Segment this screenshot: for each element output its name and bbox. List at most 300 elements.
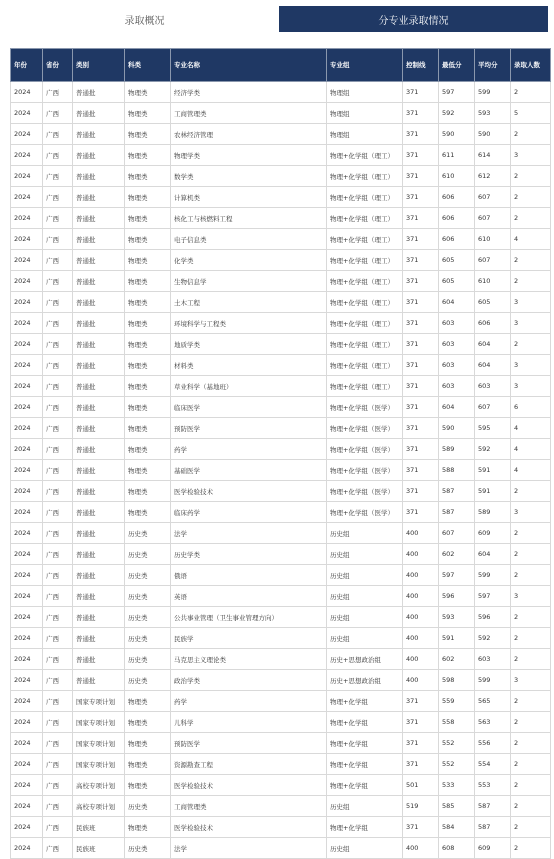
table-row	[11, 439, 551, 460]
cell-control-line: 400	[403, 586, 439, 607]
table-row	[11, 82, 551, 103]
cell-province: 广西	[43, 376, 73, 397]
cell-major-group: 物理+化学组（医学）	[327, 502, 403, 523]
cell-category: 普通批	[73, 376, 125, 397]
cell-province: 广西	[43, 124, 73, 145]
cell-subject-type: 物理类	[125, 145, 171, 166]
cell-subject-type: 物理类	[125, 397, 171, 418]
cell-subject-type: 物理类	[125, 334, 171, 355]
cell-major-name: 政治学类	[171, 670, 327, 691]
cell-admitted-count: 4	[511, 418, 551, 439]
cell-category: 普通批	[73, 628, 125, 649]
cell-province: 广西	[43, 649, 73, 670]
cell-min-score: 588	[439, 460, 475, 481]
table-row	[11, 124, 551, 145]
cell-avg-score: 610	[475, 229, 511, 250]
cell-admitted-count: 2	[511, 838, 551, 859]
cell-province: 广西	[43, 292, 73, 313]
cell-province: 广西	[43, 838, 73, 859]
cell-year: 2024	[11, 439, 43, 460]
cell-min-score: 593	[439, 607, 475, 628]
cell-subject-type: 物理类	[125, 250, 171, 271]
cell-control-line: 371	[403, 229, 439, 250]
cell-control-line: 400	[403, 670, 439, 691]
cell-category: 普通批	[73, 544, 125, 565]
cell-min-score: 603	[439, 313, 475, 334]
cell-avg-score: 589	[475, 502, 511, 523]
cell-min-score: 602	[439, 649, 475, 670]
tab-admission-by-major[interactable]: 分专业录取情况	[279, 6, 548, 32]
cell-avg-score: 604	[475, 544, 511, 565]
cell-category: 普通批	[73, 334, 125, 355]
table-row	[11, 376, 551, 397]
cell-major-name: 数学类	[171, 166, 327, 187]
cell-major-name: 法学	[171, 523, 327, 544]
cell-admitted-count: 2	[511, 607, 551, 628]
table-header-row	[11, 49, 551, 82]
cell-min-score: 587	[439, 481, 475, 502]
cell-major-name: 医学检验技术	[171, 817, 327, 838]
cell-year: 2024	[11, 733, 43, 754]
cell-avg-score: 610	[475, 271, 511, 292]
column-header-control-line: 控制线	[403, 49, 439, 82]
cell-avg-score: 604	[475, 334, 511, 355]
cell-year: 2024	[11, 523, 43, 544]
cell-major-group: 历史组	[327, 838, 403, 859]
table-row	[11, 838, 551, 859]
cell-control-line: 371	[403, 313, 439, 334]
table-row	[11, 523, 551, 544]
cell-min-score: 611	[439, 145, 475, 166]
cell-category: 普通批	[73, 523, 125, 544]
cell-category: 普通批	[73, 124, 125, 145]
cell-category: 高校专项计划	[73, 796, 125, 817]
cell-year: 2024	[11, 292, 43, 313]
cell-province: 广西	[43, 103, 73, 124]
cell-control-line: 400	[403, 565, 439, 586]
cell-major-group: 物理+化学组（理工）	[327, 334, 403, 355]
cell-province: 广西	[43, 481, 73, 502]
cell-admitted-count: 2	[511, 481, 551, 502]
cell-subject-type: 历史类	[125, 649, 171, 670]
cell-avg-score: 554	[475, 754, 511, 775]
table-row	[11, 733, 551, 754]
cell-province: 广西	[43, 397, 73, 418]
cell-admitted-count: 3	[511, 145, 551, 166]
cell-province: 广西	[43, 334, 73, 355]
cell-major-group: 历史组	[327, 565, 403, 586]
cell-min-score: 602	[439, 544, 475, 565]
cell-major-group: 物理+化学组（理工）	[327, 271, 403, 292]
cell-subject-type: 历史类	[125, 796, 171, 817]
cell-major-name: 工商管理类	[171, 103, 327, 124]
cell-year: 2024	[11, 754, 43, 775]
cell-avg-score: 607	[475, 208, 511, 229]
cell-subject-type: 物理类	[125, 460, 171, 481]
column-header-category: 类别	[73, 49, 125, 82]
cell-major-name: 物理学类	[171, 145, 327, 166]
cell-control-line: 400	[403, 628, 439, 649]
cell-major-group: 物理+化学组（理工）	[327, 229, 403, 250]
cell-control-line: 371	[403, 691, 439, 712]
cell-province: 广西	[43, 712, 73, 733]
cell-min-score: 608	[439, 838, 475, 859]
cell-category: 普通批	[73, 355, 125, 376]
cell-major-name: 经济学类	[171, 82, 327, 103]
cell-province: 广西	[43, 229, 73, 250]
cell-control-line: 371	[403, 460, 439, 481]
cell-category: 普通批	[73, 439, 125, 460]
cell-major-group: 物理+化学组（理工）	[327, 376, 403, 397]
cell-category: 国家专项计划	[73, 691, 125, 712]
cell-avg-score: 607	[475, 250, 511, 271]
cell-subject-type: 历史类	[125, 586, 171, 607]
cell-year: 2024	[11, 481, 43, 502]
cell-admitted-count: 2	[511, 691, 551, 712]
cell-major-group: 物理+化学组	[327, 775, 403, 796]
table-row	[11, 670, 551, 691]
cell-admitted-count: 2	[511, 565, 551, 586]
cell-control-line: 371	[403, 418, 439, 439]
cell-major-name: 环境科学与工程类	[171, 313, 327, 334]
cell-admitted-count: 3	[511, 313, 551, 334]
table-row	[11, 355, 551, 376]
cell-year: 2024	[11, 817, 43, 838]
cell-year: 2024	[11, 103, 43, 124]
cell-min-score: 603	[439, 334, 475, 355]
cell-subject-type: 历史类	[125, 838, 171, 859]
cell-year: 2024	[11, 649, 43, 670]
cell-province: 广西	[43, 145, 73, 166]
cell-admitted-count: 2	[511, 817, 551, 838]
cell-subject-type: 物理类	[125, 418, 171, 439]
cell-subject-type: 物理类	[125, 439, 171, 460]
cell-province: 广西	[43, 775, 73, 796]
cell-min-score: 607	[439, 523, 475, 544]
cell-province: 广西	[43, 250, 73, 271]
column-header-admitted-count: 录取人数	[511, 49, 551, 82]
cell-major-group: 历史组	[327, 586, 403, 607]
cell-subject-type: 物理类	[125, 817, 171, 838]
cell-major-group: 物理+化学组（理工）	[327, 145, 403, 166]
cell-subject-type: 物理类	[125, 712, 171, 733]
cell-major-name: 俄语	[171, 565, 327, 586]
cell-year: 2024	[11, 334, 43, 355]
cell-year: 2024	[11, 145, 43, 166]
cell-admitted-count: 3	[511, 376, 551, 397]
cell-avg-score: 614	[475, 145, 511, 166]
cell-min-score: 590	[439, 124, 475, 145]
cell-year: 2024	[11, 418, 43, 439]
cell-avg-score: 599	[475, 565, 511, 586]
cell-category: 国家专项计划	[73, 754, 125, 775]
cell-avg-score: 606	[475, 313, 511, 334]
cell-avg-score: 592	[475, 628, 511, 649]
cell-province: 广西	[43, 796, 73, 817]
cell-avg-score: 599	[475, 670, 511, 691]
cell-min-score: 603	[439, 355, 475, 376]
cell-category: 普通批	[73, 187, 125, 208]
column-header-min-score: 最低分	[439, 49, 475, 82]
cell-min-score: 604	[439, 397, 475, 418]
table-row	[11, 271, 551, 292]
cell-control-line: 501	[403, 775, 439, 796]
cell-control-line: 371	[403, 439, 439, 460]
cell-major-name: 药学	[171, 691, 327, 712]
cell-year: 2024	[11, 775, 43, 796]
cell-admitted-count: 2	[511, 271, 551, 292]
cell-major-group: 物理组	[327, 124, 403, 145]
cell-category: 普通批	[73, 649, 125, 670]
cell-major-name: 医学检验技术	[171, 481, 327, 502]
cell-year: 2024	[11, 460, 43, 481]
cell-major-name: 计算机类	[171, 187, 327, 208]
table-row	[11, 544, 551, 565]
cell-province: 广西	[43, 460, 73, 481]
cell-admitted-count: 3	[511, 292, 551, 313]
table-row	[11, 397, 551, 418]
cell-admitted-count: 2	[511, 754, 551, 775]
table-row	[11, 145, 551, 166]
admission-table-container	[10, 48, 550, 859]
cell-year: 2024	[11, 628, 43, 649]
cell-avg-score: 607	[475, 397, 511, 418]
cell-major-group: 历史+思想政治组	[327, 649, 403, 670]
cell-min-score: 610	[439, 166, 475, 187]
cell-subject-type: 历史类	[125, 628, 171, 649]
table-row	[11, 649, 551, 670]
cell-major-name: 预防医学	[171, 733, 327, 754]
cell-subject-type: 历史类	[125, 565, 171, 586]
cell-control-line: 371	[403, 145, 439, 166]
cell-major-group: 物理+化学组（理工）	[327, 292, 403, 313]
cell-year: 2024	[11, 691, 43, 712]
cell-year: 2024	[11, 712, 43, 733]
cell-category: 普通批	[73, 250, 125, 271]
cell-category: 普通批	[73, 166, 125, 187]
cell-subject-type: 物理类	[125, 229, 171, 250]
tab-bar	[10, 6, 548, 32]
cell-subject-type: 物理类	[125, 733, 171, 754]
cell-major-name: 医学检验技术	[171, 775, 327, 796]
cell-major-group: 物理+化学组（理工）	[327, 187, 403, 208]
cell-major-group: 物理+化学组（医学）	[327, 397, 403, 418]
cell-province: 广西	[43, 544, 73, 565]
cell-major-name: 法学	[171, 838, 327, 859]
cell-major-group: 物理+化学组（理工）	[327, 355, 403, 376]
cell-major-group: 物理+化学组	[327, 691, 403, 712]
cell-control-line: 371	[403, 712, 439, 733]
cell-admitted-count: 2	[511, 124, 551, 145]
cell-year: 2024	[11, 586, 43, 607]
cell-min-score: 606	[439, 208, 475, 229]
cell-province: 广西	[43, 187, 73, 208]
cell-admitted-count: 2	[511, 187, 551, 208]
cell-min-score: 604	[439, 292, 475, 313]
cell-major-name: 土木工程	[171, 292, 327, 313]
cell-admitted-count: 3	[511, 502, 551, 523]
cell-control-line: 371	[403, 376, 439, 397]
cell-min-score: 589	[439, 439, 475, 460]
cell-min-score: 584	[439, 817, 475, 838]
cell-control-line: 371	[403, 82, 439, 103]
cell-category: 国家专项计划	[73, 712, 125, 733]
table-row	[11, 229, 551, 250]
cell-min-score: 598	[439, 670, 475, 691]
cell-major-group: 历史组	[327, 523, 403, 544]
cell-major-name: 基础医学	[171, 460, 327, 481]
cell-province: 广西	[43, 691, 73, 712]
cell-major-name: 临床医学	[171, 397, 327, 418]
cell-control-line: 371	[403, 397, 439, 418]
cell-major-name: 核化工与核燃料工程	[171, 208, 327, 229]
cell-year: 2024	[11, 313, 43, 334]
cell-category: 普通批	[73, 103, 125, 124]
cell-subject-type: 物理类	[125, 376, 171, 397]
cell-avg-score: 597	[475, 586, 511, 607]
cell-year: 2024	[11, 796, 43, 817]
cell-avg-score: 592	[475, 439, 511, 460]
cell-admitted-count: 2	[511, 166, 551, 187]
cell-subject-type: 历史类	[125, 523, 171, 544]
cell-major-name: 工商管理类	[171, 796, 327, 817]
table-row	[11, 586, 551, 607]
cell-avg-score: 553	[475, 775, 511, 796]
table-row	[11, 796, 551, 817]
cell-min-score: 552	[439, 754, 475, 775]
cell-year: 2024	[11, 565, 43, 586]
cell-major-group: 物理+化学组（医学）	[327, 460, 403, 481]
cell-year: 2024	[11, 355, 43, 376]
cell-subject-type: 历史类	[125, 670, 171, 691]
cell-province: 广西	[43, 271, 73, 292]
cell-year: 2024	[11, 397, 43, 418]
cell-year: 2024	[11, 544, 43, 565]
table-row	[11, 817, 551, 838]
cell-admitted-count: 3	[511, 586, 551, 607]
cell-province: 广西	[43, 502, 73, 523]
cell-major-group: 历史+思想政治组	[327, 670, 403, 691]
cell-min-score: 605	[439, 250, 475, 271]
cell-subject-type: 物理类	[125, 355, 171, 376]
cell-admitted-count: 2	[511, 712, 551, 733]
cell-admitted-count: 3	[511, 670, 551, 691]
tab-admission-overview[interactable]: 录取概况	[10, 6, 279, 32]
cell-admitted-count: 3	[511, 355, 551, 376]
cell-admitted-count: 2	[511, 82, 551, 103]
cell-province: 广西	[43, 82, 73, 103]
column-header-major-group: 专业组	[327, 49, 403, 82]
cell-major-group: 物理+化学组	[327, 733, 403, 754]
cell-province: 广西	[43, 565, 73, 586]
cell-control-line: 371	[403, 754, 439, 775]
table-row	[11, 187, 551, 208]
cell-year: 2024	[11, 502, 43, 523]
cell-year: 2024	[11, 124, 43, 145]
cell-year: 2024	[11, 376, 43, 397]
cell-control-line: 371	[403, 124, 439, 145]
cell-category: 普通批	[73, 481, 125, 502]
cell-category: 普通批	[73, 607, 125, 628]
cell-province: 广西	[43, 607, 73, 628]
cell-control-line: 371	[403, 166, 439, 187]
cell-major-name: 儿科学	[171, 712, 327, 733]
cell-year: 2024	[11, 166, 43, 187]
cell-control-line: 371	[403, 292, 439, 313]
cell-major-group: 物理组	[327, 103, 403, 124]
cell-control-line: 371	[403, 208, 439, 229]
cell-province: 广西	[43, 208, 73, 229]
cell-control-line: 371	[403, 334, 439, 355]
admission-table	[10, 48, 551, 859]
cell-avg-score: 607	[475, 187, 511, 208]
table-row	[11, 208, 551, 229]
cell-admitted-count: 2	[511, 334, 551, 355]
cell-category: 普通批	[73, 565, 125, 586]
cell-year: 2024	[11, 271, 43, 292]
cell-avg-score: 596	[475, 607, 511, 628]
cell-major-name: 资源勘查工程	[171, 754, 327, 775]
cell-year: 2024	[11, 82, 43, 103]
column-header-avg-score: 平均分	[475, 49, 511, 82]
cell-min-score: 606	[439, 229, 475, 250]
cell-major-name: 农林经济管理	[171, 124, 327, 145]
cell-major-group: 物理+化学组	[327, 712, 403, 733]
cell-subject-type: 物理类	[125, 313, 171, 334]
cell-avg-score: 563	[475, 712, 511, 733]
cell-subject-type: 物理类	[125, 103, 171, 124]
cell-admitted-count: 4	[511, 460, 551, 481]
cell-avg-score: 591	[475, 460, 511, 481]
cell-category: 普通批	[73, 145, 125, 166]
cell-major-name: 材料类	[171, 355, 327, 376]
table-row	[11, 754, 551, 775]
table-row	[11, 502, 551, 523]
cell-avg-score: 609	[475, 523, 511, 544]
cell-control-line: 371	[403, 817, 439, 838]
cell-subject-type: 历史类	[125, 544, 171, 565]
cell-year: 2024	[11, 229, 43, 250]
cell-category: 普通批	[73, 229, 125, 250]
cell-subject-type: 物理类	[125, 208, 171, 229]
cell-min-score: 587	[439, 502, 475, 523]
cell-control-line: 400	[403, 838, 439, 859]
cell-avg-score: 565	[475, 691, 511, 712]
cell-major-name: 电子信息类	[171, 229, 327, 250]
table-row	[11, 565, 551, 586]
table-row	[11, 460, 551, 481]
cell-min-score: 606	[439, 187, 475, 208]
table-row	[11, 166, 551, 187]
cell-control-line: 371	[403, 271, 439, 292]
cell-major-group: 物理+化学组（理工）	[327, 208, 403, 229]
cell-major-name: 预防医学	[171, 418, 327, 439]
cell-category: 普通批	[73, 313, 125, 334]
cell-major-group: 物理+化学组（医学）	[327, 481, 403, 502]
cell-admitted-count: 2	[511, 250, 551, 271]
cell-control-line: 371	[403, 481, 439, 502]
cell-min-score: 552	[439, 733, 475, 754]
cell-admitted-count: 4	[511, 229, 551, 250]
cell-control-line: 400	[403, 649, 439, 670]
cell-year: 2024	[11, 670, 43, 691]
cell-major-group: 历史组	[327, 628, 403, 649]
cell-avg-score: 603	[475, 649, 511, 670]
cell-min-score: 596	[439, 586, 475, 607]
cell-major-group: 物理+化学组（理工）	[327, 250, 403, 271]
cell-province: 广西	[43, 523, 73, 544]
table-row	[11, 418, 551, 439]
